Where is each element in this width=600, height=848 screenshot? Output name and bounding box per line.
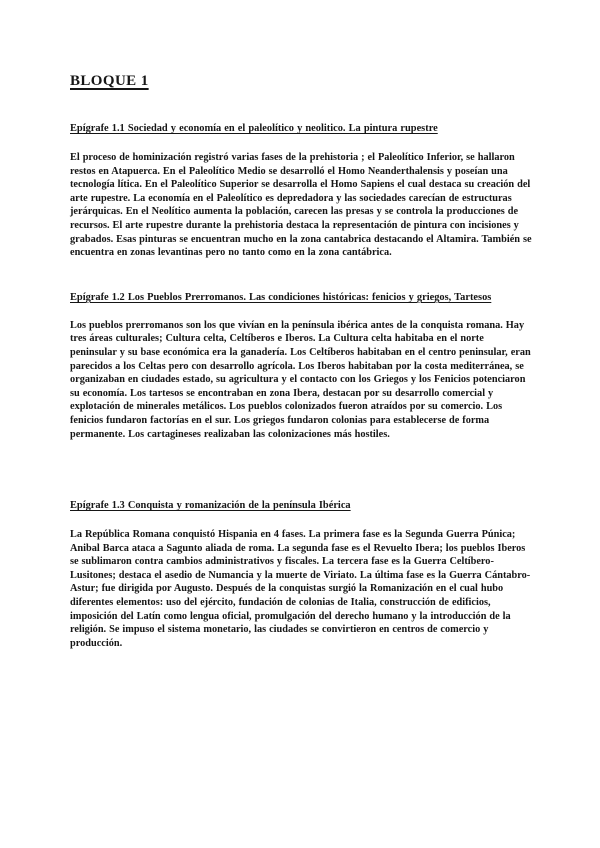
- page-title: BLOQUE 1: [70, 73, 149, 89]
- section-epigrafe-1-1: [70, 121, 532, 260]
- section-epigrafe-1-2: [70, 290, 532, 441]
- epigrafe-1-2-body: Los pueblos prerromanos son los que vivían en la península ibérica antes de la conquista romana. Hay tres áreas culturales; Cultura celta, Celtíberos e Iberos. La Cultura celta habitaba en el norte peninsular y su base económica era la ganadería. Los Celtíberos habitaban en el centro peninsular, eran parecidos a los Celtas pero con desarrollo agrícola. Los Iberos habitaban por la costa mediterránea, se organizaban en ciudades estado, su agricultura y el contacto con los Griegos y los Fenicios potenciaron su economía. Los tartesos se encontraban en zona Ibera, destacan por su desarrollo comercial y explotación de minerales metálicos. Los pueblos colonizados fueron atraídos por su comercio. Los fenicios fundaron factorías en el sur. Los griegos fundaron colonias para establecerse de forma permanente. Los cartagineses realizaban las colonizaciones más hostiles.: [70, 319, 531, 440]
- epigrafe-1-2-heading: Epígrafe 1.2 Los Pueblos Prerromanos. Las condiciones históricas: fenicios y griegos, Tartesos: [70, 291, 492, 303]
- epigrafe-1-1-body: El proceso de hominización registró varias fases de la prehistoria ; el Paleolítico Inferior, se hallaron restos en Atapuerca. En el Paleolítico Medio se desarrolló el Homo Neanderthalensis y poseían una tecnología lítica. En el Paleolítico Superior se desarrolla el Homo Sapiens el cual destaca su creación del arte rupestre. La economía en el Paleolítico es depredadora y las sociedades carecían de estructuras jerárquicas. En el Neolítico aumenta la población, carecen las presas y se controla la producciones de recursos. El arte rupestre durante la prehistoria destaca la representación de pintura con incisiones y grabados. Esas pinturas se encuentran mucho en la zona cantabrica destacando el Altamira. También se encuentra en zonas levantinas pero no tanto como en la zona cantábrica.: [70, 152, 532, 259]
- section-epigrafe-1-3: [70, 498, 532, 650]
- epigrafe-1-1-heading: Epígrafe 1.1 Sociedad y economía en el paleolítico y neolitico. La pintura rupestre: [70, 123, 438, 134]
- epigrafe-1-3-heading: Epígrafe 1.3 Conquista y romanización de la península Ibérica: [70, 500, 351, 512]
- epigrafe-1-3-body: La República Romana conquistó Hispania en 4 fases. La primera fase es la Segunda Guerra Púnica; Anibal Barca ataca a Sagunto aliada de roma. La segunda fase es el Revuelto Ibera; los pueblos Iberos se sublimaron contra cambios administrativos y fiscales. La tercera fase es la Guerra Celtíbero-Lusitones; destaca el asedio de Numancia y la muerte de Viriato. La última fase es la Guerra Cántabro-Astur; fue dirigida por Augusto. Después de la conquistas surgió la Romanización en el cual hubo diferentes elementos: uso del ejército, fundación de colonias de Italia, construcción de edificios, imposición del Latín como lengua oficial, promulgación del derecho humano y la introducción de la religión. Se impuso el sistema monetario, las ciudades se convirtieron en centros de comercio y producción.: [70, 529, 531, 649]
